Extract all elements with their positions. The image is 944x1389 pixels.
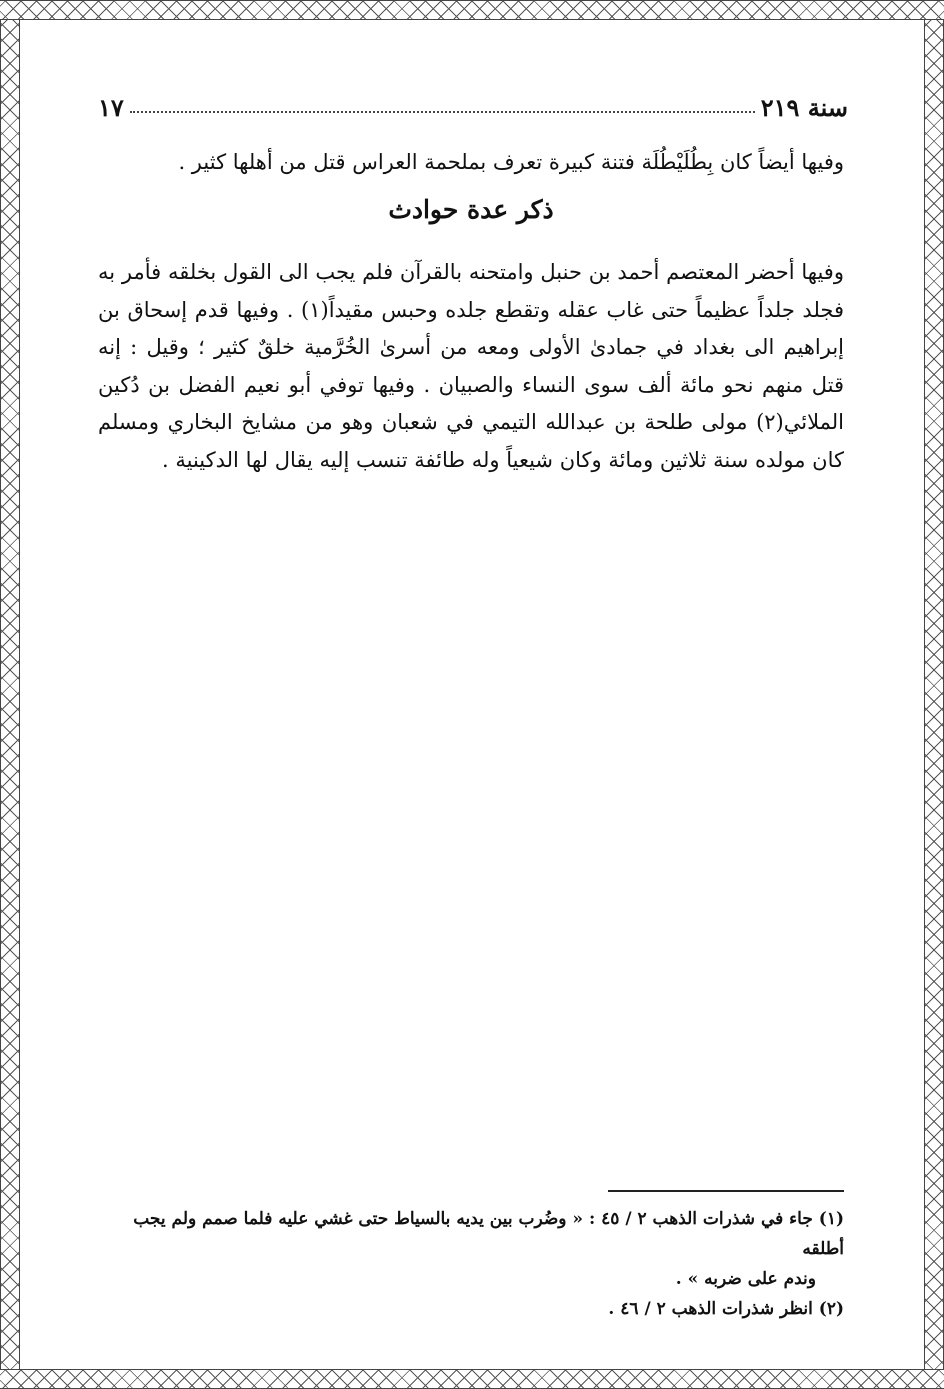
page-number: ١٧ [98,92,124,122]
footnote-1: (١) جاء في شذرات الذهب ٢ / ٤٥ : « وضُرب بين يديه بالسياط حتى غشي عليه فلما صمم ولم يجب أطلقه [133,1209,844,1259]
ornamental-border-right [924,20,944,1369]
footnotes [98,1190,844,1324]
ornamental-border-bottom [0,1369,944,1389]
main-content [98,142,844,479]
footnote-rule [608,1190,844,1192]
running-header [98,90,848,124]
lead-paragraph: وفيها أيضاً كان بِطُلَيْطُلَة فتنة كبيرة تعرف بملحمة العراس قتل من أهلها كثير . [178,150,844,174]
footnote-1-continuation: وندم على ضربه » . [675,1269,816,1289]
footnote-2: (٢) انظر شذرات الذهب ٢ / ٤٦ . [608,1299,844,1319]
header-leader-dots [130,111,755,113]
ornamental-border-left [0,20,20,1369]
body-paragraph: وفيها أحضر المعتصم أحمد بن حنبل وامتحنه بالقرآن فلم يجب الى القول بخلقه فأمر به فجلد جلداً عظيماً حتى غاب عقله وتقطع جلده وحبس مقيداً(١) . وفيها قدم إسحاق بن إبراهيم الى بغداد في جمادىٰ الأولى ومعه من أسرىٰ الخُرَّمية خلقٌ كثير ؛ وقيل : إنه قتل منهم نحو مائة ألف سوى النساء والصبيان . وفيها توفي أبو نعيم الفضل بن دُكين الملائي(٢) مولى طلحة بن عبدالله التيمي في شعبان وهو من مشايخ البخاري ومسلم كان مولده سنة ثلاثين ومائة وكان شيعياً وله طائفة تنسب إليه يقال لها الدكينية . [98,260,844,472]
section-title: ذكر عدة حوادث [388,195,554,224]
ornamental-border-top [0,0,944,20]
header-year: سنة ٢١٩ [760,92,848,122]
